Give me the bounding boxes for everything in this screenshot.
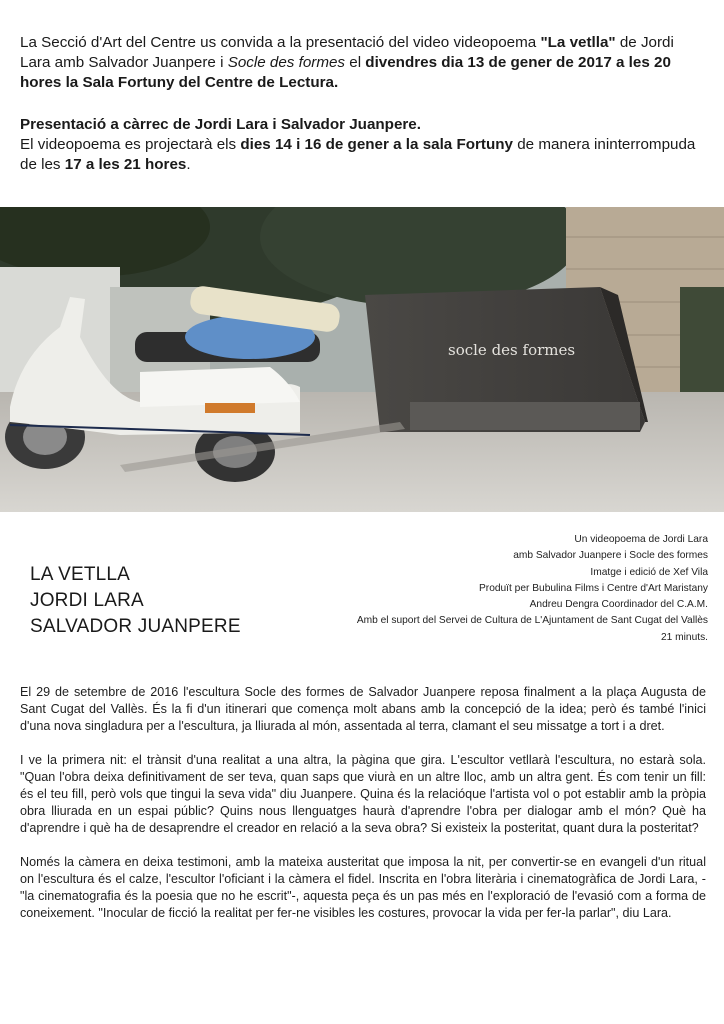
title-block — [30, 562, 241, 640]
screening-days: dies 14 i 16 de gener a la sala Fortuny — [240, 136, 513, 153]
credit-line: Un videopoema de Jordi Lara — [574, 534, 708, 545]
sculpture-inscription: socle des formes — [448, 341, 576, 359]
video-title: "La vetlla" — [540, 34, 616, 51]
event-date: divendres dia 13 de gener de 2017 a les 20 hores la Sala Fortuny del Centre de Lectura. — [20, 54, 671, 91]
credit-line: 21 minuts. — [661, 631, 708, 643]
body-paragraph: I ve la primera nit: el trànsit d'una realitat a una altra, la pàgina que gira. L'escultor vetllarà l'escultura, no estarà sola. "Quan l'obra deixa definitivament de ser teva, quan saps que viurà en un altre lloc, amb un altra gent. És com tenir un fill: és el teu fill, però vols que tingui la seva vida" diu Juanpere. Quina és la relacióque l'artista vol o pot establir amb la pròpia obra lliurada en un espai públic? Quins nous llenguatges haurà d'aprendre l'obra per dialogar amb el món? Què ha d'aprendre i què ha de desaprendre el creador en relació a la seva obra? Si existeix la posteritat, quant dura la posteritat? — [20, 753, 706, 835]
invitation-text — [20, 33, 708, 175]
body-paragraph: Només la càmera en deixa testimoni, amb la mateixa austeritat que imposa la nit, per convertir-se en evangeli d'un ritual on l'escultura és el calze, l'escultor l'oficiant i la càmera el fidel. Inscrita en l'obra literària i cinematogràfica de Jordi Lara, -"la cinematografia és la poesia que no he escrit"-, aquesta peça és un pas més en l'exploració de l'evasió com a forma de coneixement. "Inocular de ficció la realitat per fer-ne visibles les costures, provocar la vida per fer-la parlar", diu Lara. — [20, 855, 706, 920]
presentation-paragraph — [20, 115, 708, 175]
credit-line: Amb el suport del Servei de Cultura de L'Ajuntament de Sant Cugat del Vallès — [356, 615, 708, 627]
invitation-text-part: de Jordi Lara amb Salvador Juanpere i — [20, 34, 674, 71]
invitation-text-part: La Secció d'Art del Centre us convida a la presentació del video videopoema — [20, 34, 541, 51]
author-name: JORDI LARA — [30, 590, 144, 611]
credit-line: amb Salvador Juanpere i Socle des formes — [513, 550, 708, 562]
sculpture-name: Socle des formes — [227, 54, 346, 71]
body-paragraph: El 29 de setembre de 2016 l'escultura Socle des formes de Salvador Juanpere reposa finalment a la plaça Augusta de Sant Cugat del Vallès. És la fi d'un itinerari que comença molt abans amb la concepció de la idea; però és també l'inici d'una nova singladura per a l'escultura, ja lliurada al món, assentada al terra, clamant el seu missatge a tort i a dret. — [20, 685, 706, 733]
invitation-paragraph — [20, 33, 708, 93]
artist-name: SALVADOR JUANPERE — [30, 616, 241, 637]
scene-photo — [0, 207, 724, 512]
body-text — [20, 684, 706, 939]
presenters: Presentació a càrrec de Jordi Lara i Salvador Juanpere. — [20, 116, 421, 133]
screening-text-part: de manera ininterrompuda de les — [20, 136, 696, 173]
credits — [268, 532, 708, 646]
film-title: LA VETLLA — [30, 564, 131, 585]
screening-text-part: . — [186, 156, 191, 173]
screening-hours: 17 a les 21 hores — [64, 156, 187, 173]
screening-text-part: El videopoema es projectarà els — [20, 136, 241, 153]
credit-line: Andreu Dengra Coordinador del C.A.M. — [529, 599, 708, 611]
invitation-text-part: el — [345, 54, 366, 71]
credit-line: Produït per Bubulina Films i Centre d'Art Maristany — [479, 582, 708, 594]
credit-line: Imatge i edició de Xef Vila — [590, 566, 708, 578]
